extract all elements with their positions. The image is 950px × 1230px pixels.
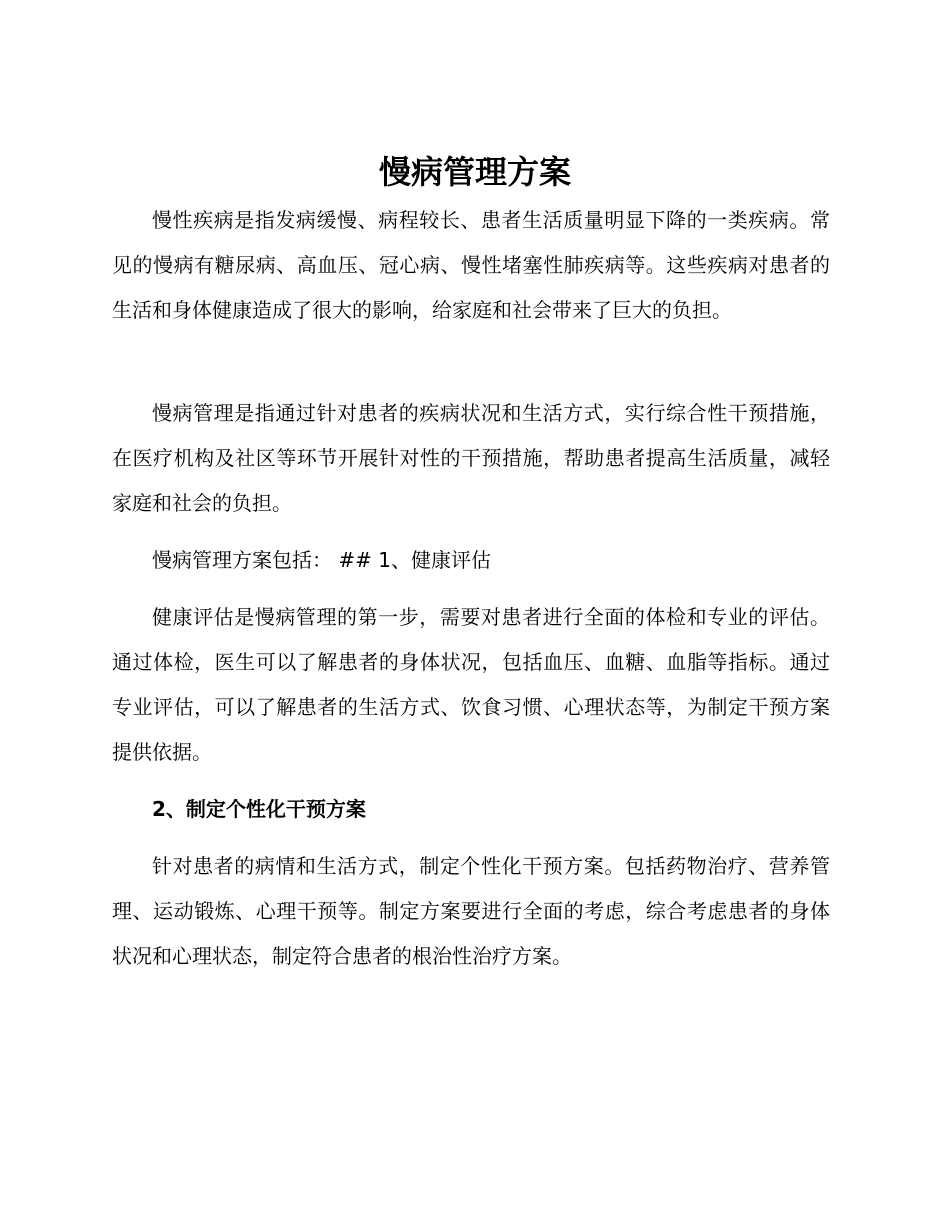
section-heading-personalized-plan: 2、制定个性化干预方案 bbox=[152, 797, 366, 821]
paragraph-health-assessment: 健康评估是慢病管理的第一步，需要对患者进行全面的体检和专业的评估。通过体检，医生可以了解患者的身体状况，包括血压、血糖、血脂等指标。通过专业评估，可以了解患者的生活方式、饮食习惯、心理状态等，为制定干预方案提供依据。 bbox=[112, 605, 830, 764]
paragraph-chronic-management-definition: 慢病管理是指通过针对患者的疾病状况和生活方式，实行综合性干预措施，在医疗机构及社区等环节开展针对性的干预措施，帮助患者提高生活质量，减轻家庭和社会的负担。 bbox=[112, 401, 830, 515]
paragraph-chronic-disease-definition: 慢性疾病是指发病缓慢、病程较长、患者生活质量明显下降的一类疾病。常见的慢病有糖尿病、高血压、冠心病、慢性堵塞性肺疾病等。这些疾病对患者的生活和身体健康造成了很大的影响，给家庭和社会带来了巨大的负担。 bbox=[112, 208, 830, 322]
paragraph-plan-includes: 慢病管理方案包括： ## 1、健康评估 bbox=[152, 548, 491, 572]
paragraph-personalized-plan: 针对患者的病情和生活方式，制定个性化干预方案。包括药物治疗、营养管理、运动锻炼、心理干预等。制定方案要进行全面的考虑，综合考虑患者的身体状况和心理状态，制定符合患者的根治性治疗方案。 bbox=[112, 854, 830, 968]
document-title: 慢病管理方案 bbox=[378, 153, 571, 191]
